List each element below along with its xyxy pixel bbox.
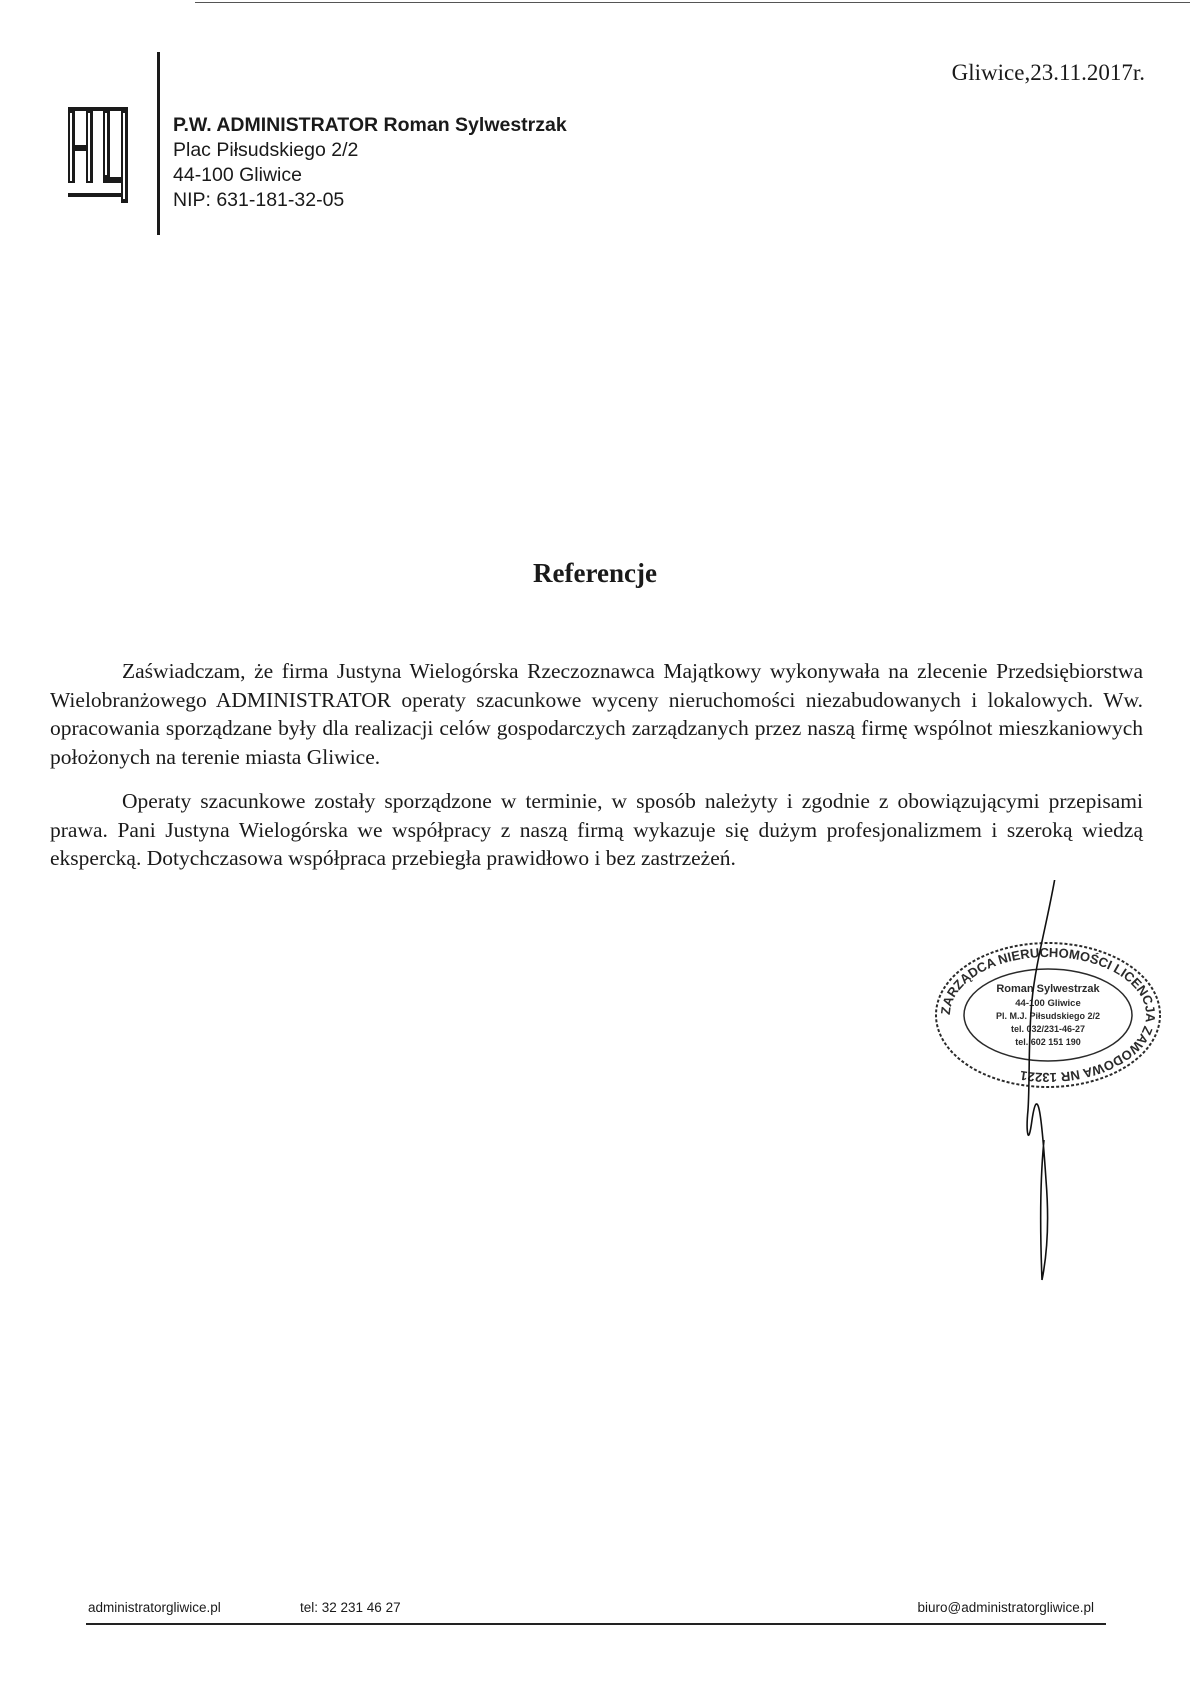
company-nip: NIP: 631-181-32-05: [173, 189, 345, 211]
footer-phone: tel: 32 231 46 27: [300, 1600, 401, 1615]
stamp-ring-text: ZARZĄDCA NIERUCHOMOŚCI LICENCJA ZAWODOWA NR 13221: [937, 944, 1159, 1086]
document-body: [50, 657, 1143, 889]
stamp-line-5: tel. 602 151 190: [1015, 1037, 1081, 1047]
document-date: Gliwice,23.11.2017r.: [951, 60, 1145, 85]
company-city: 44-100 Gliwice: [173, 164, 302, 186]
stamp-line-2: 44-100 Gliwice: [1015, 998, 1081, 1009]
footer-email: biuro@administratorgliwice.pl: [917, 1600, 1094, 1615]
footer-divider: [86, 1623, 1106, 1625]
top-border-line: [195, 2, 1190, 3]
document-title: Referencje: [533, 558, 657, 588]
company-stamp: [928, 880, 1168, 1300]
paragraph-2: Operaty szacunkowe zostały sporządzone w terminie, w sposób należyty i zgodnie z obowiązującymi przepisami prawa. Pani Justyna Wielogórska we współpracy z naszą firmą wykazuje się dużym profesjonalizmem i szeroką wiedzą ekspercką. Dotychczasowa współpraca przebiegła prawidłowo i bez zastrzeżeń.: [50, 789, 1143, 870]
header-divider: [157, 52, 160, 235]
company-name: P.W. ADMINISTRATOR Roman Sylwestrzak: [173, 114, 567, 136]
paragraph-1: Zaświadczam, że firma Justyna Wielogórska Rzeczoznawca Majątkowy wykonywała na zlecenie Przedsiębiorstwa Wielobranżowego ADMINISTRATOR operaty szacunkowe wyceny nieruchomości niezabudowanych i lokalowych. Ww. opracowania sporządzane były dla realizacji celów gospodarczych zarządzanych przez naszą firmę wspólnot mieszkaniowych położonych na terenie miasta Gliwice.: [50, 659, 1143, 769]
stamp-line-4: tel. 032/231-46-27: [1010, 1024, 1086, 1034]
administrator-logo-icon: [68, 107, 128, 203]
footer-website: administratorgliwice.pl: [88, 1600, 221, 1615]
stamp-line-1: Roman Sylwestrzak: [996, 983, 1100, 995]
company-street: Plac Piłsudskiego 2/2: [173, 139, 359, 161]
company-info: [173, 113, 567, 213]
stamp-line-3: Pl. M.J. Piłsudskiego 2/2: [995, 1011, 1101, 1021]
